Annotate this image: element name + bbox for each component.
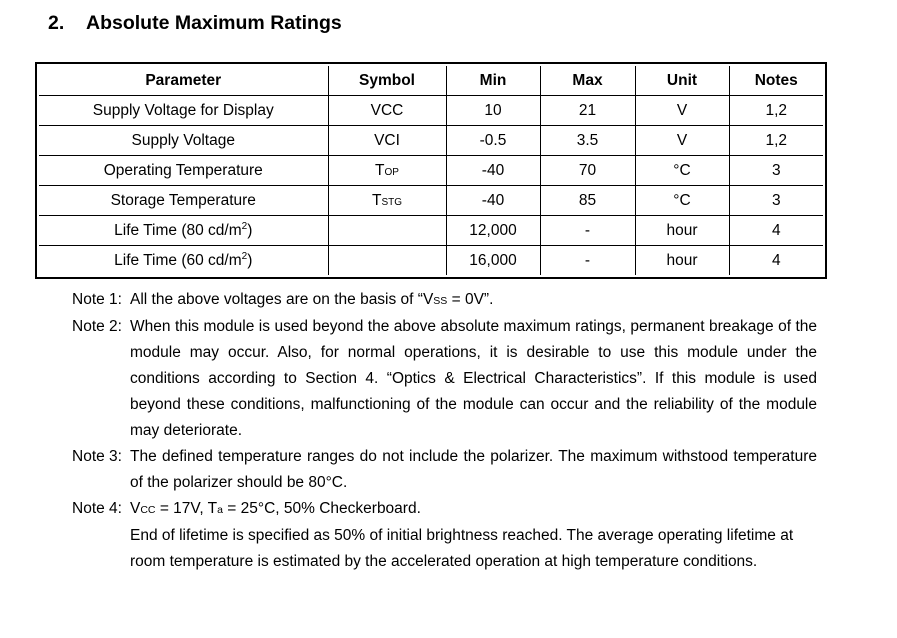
note-3: [72, 444, 817, 496]
header-unit: Unit: [635, 66, 729, 96]
note-label: Note 3:: [72, 448, 122, 465]
note-text: = 25°C, 50% Checkerboard.: [222, 500, 421, 517]
note-text: = 17V, T: [155, 500, 218, 517]
parameter-text: Life Time (60 cd/m: [114, 251, 242, 269]
note-body: When this module is used beyond the above absolute maximum ratings, permanent breakage of the module may occur. Also, for normal operations, it is desirable to use this module under the conditions according to Section 4. “Optics & Electrical Characteristics”. If this module is used beyond these conditions, malfunctioning of the module can occur and the reliability of the module may deteriorate.: [130, 318, 817, 439]
note-text: V: [130, 500, 141, 517]
cell-min: 10: [446, 96, 540, 126]
parameter-end: ): [247, 221, 253, 239]
cell-notes: 3: [729, 156, 823, 186]
section-number: 2.: [48, 12, 65, 34]
section-title: Absolute Maximum Ratings: [86, 12, 342, 34]
cell-symbol: [328, 246, 446, 276]
cell-unit: °C: [635, 156, 729, 186]
cell-parameter: Supply Voltage: [39, 126, 328, 156]
cell-unit: V: [635, 96, 729, 126]
cell-parameter: [39, 246, 328, 276]
parameter-superscript: 2: [241, 250, 248, 262]
cell-max: -: [540, 216, 635, 246]
note-label: Note 2:: [72, 318, 122, 335]
table-row: [39, 96, 823, 126]
table-header-row: [39, 66, 823, 96]
table-row: [39, 186, 823, 216]
note-body: [130, 496, 817, 575]
table-row: [39, 156, 823, 186]
cell-min: -40: [446, 186, 540, 216]
header-max: Max: [540, 66, 635, 96]
symbol-main: T: [375, 161, 385, 179]
note-paragraph: End of lifetime is specified as 50% of initial brightness reached. The average operating lifetime at room temperature is estimated by the accelerated operation at high temperature conditions.: [130, 527, 794, 570]
ratings-table: [39, 66, 823, 275]
cell-notes: 1,2: [729, 96, 823, 126]
cell-notes: 1,2: [729, 126, 823, 156]
cell-symbol: [328, 216, 446, 246]
cell-unit: °C: [635, 186, 729, 216]
symbol-subscript: OP: [384, 166, 399, 178]
header-notes: Notes: [729, 66, 823, 96]
ratings-table-frame: [35, 62, 827, 279]
note-text: = 0V”.: [447, 291, 494, 308]
cell-max: 70: [540, 156, 635, 186]
cell-parameter: Operating Temperature: [39, 156, 328, 186]
note-label: Note 1:: [72, 291, 122, 308]
cell-max: 85: [540, 186, 635, 216]
cell-parameter: Storage Temperature: [39, 186, 328, 216]
cell-notes: 4: [729, 216, 823, 246]
cell-unit: hour: [635, 216, 729, 246]
symbol-main: T: [371, 191, 382, 209]
cell-max: -: [540, 246, 635, 276]
note-subscript: CC: [140, 504, 156, 516]
notes-section: [72, 287, 817, 575]
cell-min: 16,000: [446, 246, 540, 276]
table-row: [39, 126, 823, 156]
cell-max: 21: [540, 96, 635, 126]
note-subscript: a: [217, 504, 223, 516]
cell-parameter: [39, 216, 328, 246]
note-text: All the above voltages are on the basis of “V: [130, 291, 434, 308]
note-body: [130, 287, 817, 314]
cell-max: 3.5: [540, 126, 635, 156]
cell-unit: V: [635, 126, 729, 156]
section-heading: [48, 12, 342, 35]
cell-notes: 4: [729, 246, 823, 276]
cell-symbol: VCI: [328, 126, 446, 156]
cell-unit: hour: [635, 246, 729, 276]
table-row: [39, 216, 823, 246]
cell-min: -40: [446, 156, 540, 186]
note-1: [72, 287, 817, 314]
cell-min: -0.5: [446, 126, 540, 156]
note-body: The defined temperature ranges do not include the polarizer. The maximum withstood temperature of the polarizer should be 80°C.: [130, 448, 817, 491]
cell-parameter: Supply Voltage for Display: [39, 96, 328, 126]
cell-min: 12,000: [446, 216, 540, 246]
header-parameter: Parameter: [39, 66, 328, 96]
note-label: Note 4:: [72, 500, 122, 517]
parameter-superscript: 2: [241, 220, 248, 232]
note-2: [72, 314, 817, 444]
parameter-text: Life Time (80 cd/m: [114, 221, 242, 239]
cell-symbol: [328, 156, 446, 186]
note-4: [72, 496, 817, 575]
header-min: Min: [446, 66, 540, 96]
symbol-subscript: STG: [381, 196, 403, 208]
note-conditions: [130, 496, 817, 523]
parameter-end: ): [247, 251, 253, 269]
header-symbol: Symbol: [328, 66, 446, 96]
cell-symbol: VCC: [328, 96, 446, 126]
cell-symbol: [328, 186, 446, 216]
cell-notes: 3: [729, 186, 823, 216]
table-row: [39, 246, 823, 276]
note-subscript: SS: [433, 295, 448, 307]
